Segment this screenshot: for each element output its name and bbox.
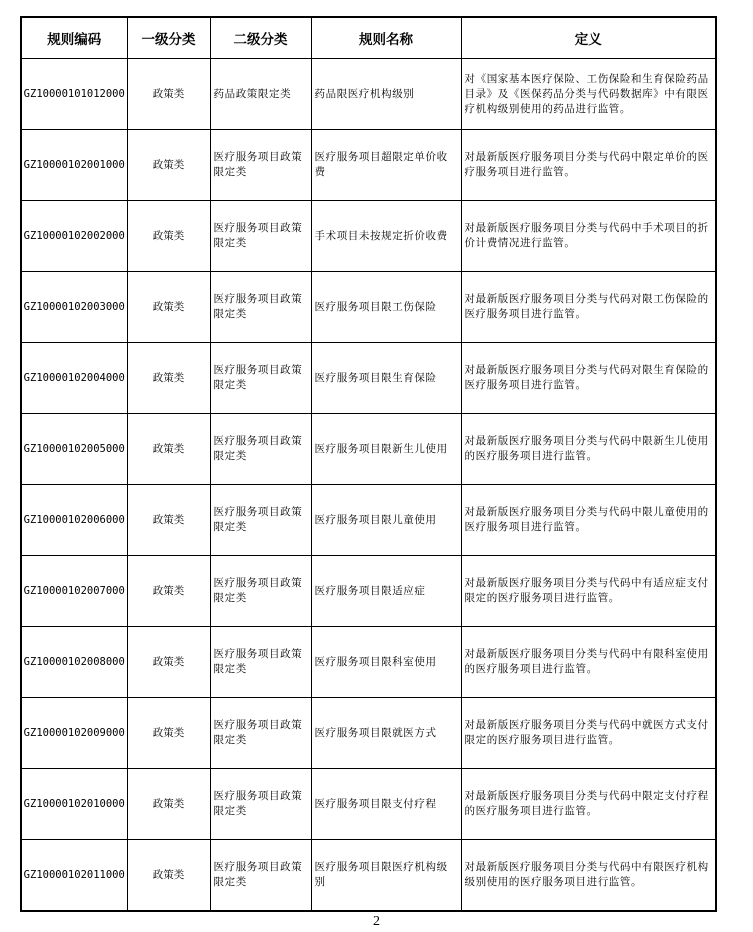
cell-rule-name: 医疗服务项目限新生儿使用 [311, 414, 461, 485]
cell-level2-category: 医疗服务项目政策限定类 [210, 343, 311, 414]
cell-definition: 对最新版医疗服务项目分类与代码中限儿童使用的医疗服务项目进行监管。 [461, 485, 716, 556]
cell-rule-code: GZ10000101012000 [21, 59, 127, 130]
table-row [21, 485, 716, 556]
cell-level1-category: 政策类 [127, 201, 210, 272]
table-row [21, 201, 716, 272]
cell-rule-code: GZ10000102006000 [21, 485, 127, 556]
cell-definition: 对最新版医疗服务项目分类与代码中限新生儿使用的医疗服务项目进行监管。 [461, 414, 716, 485]
cell-rule-code: GZ10000102001000 [21, 130, 127, 201]
table-header-row [21, 17, 716, 59]
cell-level2-category: 医疗服务项目政策限定类 [210, 840, 311, 912]
cell-definition: 对最新版医疗服务项目分类与代码中有限医疗机构级别使用的医疗服务项目进行监管。 [461, 840, 716, 912]
cell-rule-code: GZ10000102010000 [21, 769, 127, 840]
cell-level1-category: 政策类 [127, 769, 210, 840]
table-row [21, 414, 716, 485]
cell-rule-name: 医疗服务项目限生育保险 [311, 343, 461, 414]
cell-level1-category: 政策类 [127, 556, 210, 627]
cell-definition: 对最新版医疗服务项目分类与代码对限工伤保险的医疗服务项目进行监管。 [461, 272, 716, 343]
cell-rule-code: GZ10000102004000 [21, 343, 127, 414]
table-row [21, 130, 716, 201]
cell-definition: 对最新版医疗服务项目分类与代码中有限科室使用的医疗服务项目进行监管。 [461, 627, 716, 698]
table-row [21, 698, 716, 769]
cell-rule-code: GZ10000102009000 [21, 698, 127, 769]
cell-level1-category: 政策类 [127, 840, 210, 912]
cell-rule-name: 医疗服务项目限就医方式 [311, 698, 461, 769]
table-row [21, 343, 716, 414]
header-level2-category: 二级分类 [210, 17, 311, 59]
cell-level2-category: 医疗服务项目政策限定类 [210, 698, 311, 769]
table-row [21, 272, 716, 343]
cell-definition: 对最新版医疗服务项目分类与代码中手术项目的折价计费情况进行监管。 [461, 201, 716, 272]
cell-rule-code: GZ10000102005000 [21, 414, 127, 485]
cell-definition: 对最新版医疗服务项目分类与代码中有适应症支付限定的医疗服务项目进行监管。 [461, 556, 716, 627]
rules-table [20, 16, 717, 912]
cell-level1-category: 政策类 [127, 414, 210, 485]
cell-level1-category: 政策类 [127, 272, 210, 343]
cell-level1-category: 政策类 [127, 627, 210, 698]
cell-rule-code: GZ10000102003000 [21, 272, 127, 343]
cell-rule-name: 医疗服务项目限科室使用 [311, 627, 461, 698]
cell-rule-code: GZ10000102008000 [21, 627, 127, 698]
cell-rule-name: 手术项目未按规定折价收费 [311, 201, 461, 272]
cell-level2-category: 医疗服务项目政策限定类 [210, 414, 311, 485]
header-definition: 定义 [461, 17, 716, 59]
cell-definition: 对最新版医疗服务项目分类与代码中限定支付疗程的医疗服务项目进行监管。 [461, 769, 716, 840]
cell-definition: 对最新版医疗服务项目分类与代码中就医方式支付限定的医疗服务项目进行监管。 [461, 698, 716, 769]
cell-rule-code: GZ10000102002000 [21, 201, 127, 272]
table-row [21, 627, 716, 698]
cell-level1-category: 政策类 [127, 698, 210, 769]
cell-rule-name: 医疗服务项目限支付疗程 [311, 769, 461, 840]
cell-level1-category: 政策类 [127, 59, 210, 130]
cell-rule-code: GZ10000102007000 [21, 556, 127, 627]
table-row [21, 556, 716, 627]
header-rule-code: 规则编码 [21, 17, 127, 59]
cell-level2-category: 医疗服务项目政策限定类 [210, 769, 311, 840]
cell-level2-category: 医疗服务项目政策限定类 [210, 627, 311, 698]
cell-level2-category: 医疗服务项目政策限定类 [210, 272, 311, 343]
cell-level1-category: 政策类 [127, 130, 210, 201]
cell-level2-category: 医疗服务项目政策限定类 [210, 485, 311, 556]
table-row [21, 59, 716, 130]
cell-level2-category: 医疗服务项目政策限定类 [210, 201, 311, 272]
cell-level1-category: 政策类 [127, 343, 210, 414]
table-row [21, 769, 716, 840]
cell-rule-name: 医疗服务项目超限定单价收费 [311, 130, 461, 201]
cell-level2-category: 药品政策限定类 [210, 59, 311, 130]
table-row [21, 840, 716, 912]
cell-definition: 对最新版医疗服务项目分类与代码对限生育保险的医疗服务项目进行监管。 [461, 343, 716, 414]
cell-rule-name: 医疗服务项目限医疗机构级别 [311, 840, 461, 912]
cell-rule-name: 医疗服务项目限儿童使用 [311, 485, 461, 556]
cell-definition: 对《国家基本医疗保险、工伤保险和生育保险药品目录》及《医保药品分类与代码数据库》中有限医疗机构级别使用的药品进行监管。 [461, 59, 716, 130]
page-number: 2 [373, 914, 380, 929]
cell-rule-name: 药品限医疗机构级别 [311, 59, 461, 130]
cell-level2-category: 医疗服务项目政策限定类 [210, 130, 311, 201]
cell-rule-name: 医疗服务项目限适应症 [311, 556, 461, 627]
cell-rule-code: GZ10000102011000 [21, 840, 127, 912]
cell-definition: 对最新版医疗服务项目分类与代码中限定单价的医疗服务项目进行监管。 [461, 130, 716, 201]
header-rule-name: 规则名称 [311, 17, 461, 59]
cell-level1-category: 政策类 [127, 485, 210, 556]
header-level1-category: 一级分类 [127, 17, 210, 59]
cell-rule-name: 医疗服务项目限工伤保险 [311, 272, 461, 343]
cell-level2-category: 医疗服务项目政策限定类 [210, 556, 311, 627]
